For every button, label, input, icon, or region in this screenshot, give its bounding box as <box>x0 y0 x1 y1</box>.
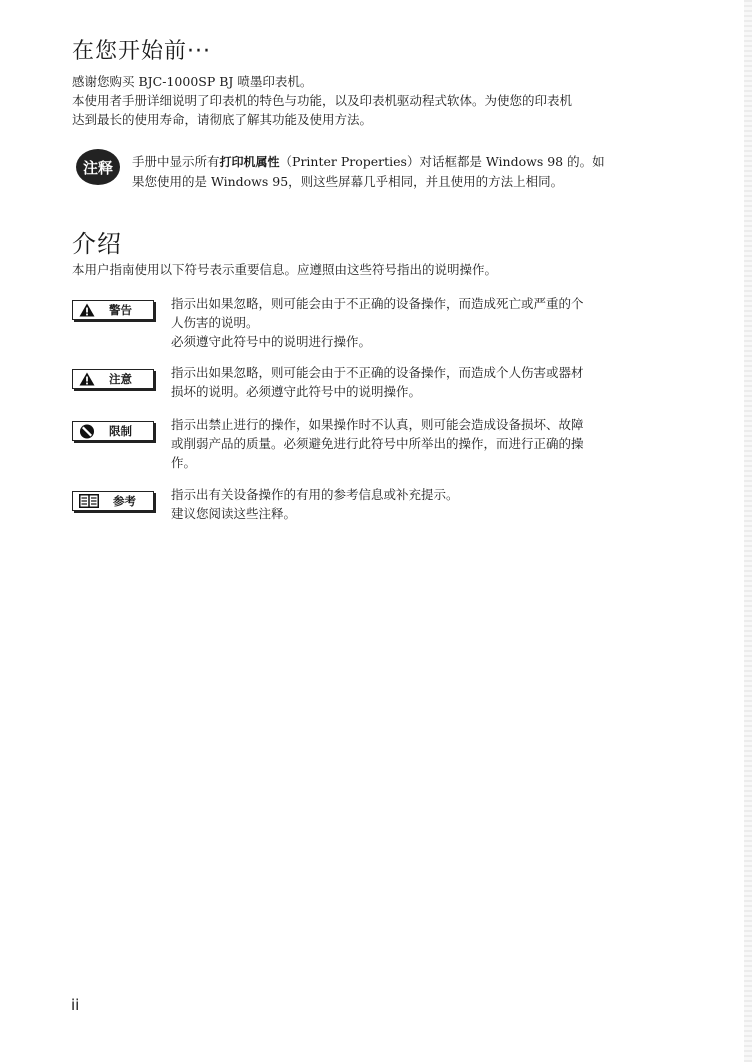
note-line-1 <box>132 152 605 172</box>
warning-label: 警告 <box>109 303 132 317</box>
warning-line-2: 人伤害的说明。 <box>171 315 259 330</box>
warning-triangle-icon <box>79 303 95 317</box>
intro-line-2: 本使用者手册详细说明了印表机的特色与功能，以及印表机驱动程式软体。为使您的印表机 <box>72 93 573 108</box>
reference-label: 参考 <box>113 494 136 508</box>
caution-label: 注意 <box>109 372 132 386</box>
note-text <box>132 152 605 191</box>
page-edge-shadow <box>744 0 752 1062</box>
note-line-1-pre: 手册中显示所有 <box>132 154 220 169</box>
caution-line-1: 指示出如果忽略，则可能会由于不正确的设备操作，而造成个人伤害或器材 <box>171 365 584 380</box>
note-badge-label: 注释 <box>82 158 113 177</box>
reference-line-2: 建议您阅读这些注释。 <box>171 506 297 521</box>
prohibited-icon <box>79 424 95 439</box>
caution-symbol <box>72 369 154 389</box>
note-line-1-bold: 打印机属性 <box>219 155 280 169</box>
heading-text: 介绍 <box>72 230 122 258</box>
restriction-label: 限制 <box>109 424 132 438</box>
intro-line-1: 感谢您购买 BJC-1000SP BJ 喷墨印表机。 <box>72 74 313 89</box>
reference-description <box>171 485 459 523</box>
intro-line-3: 达到最长的使用寿命，请彻底了解其功能及使用方法。 <box>72 112 373 127</box>
warning-symbol <box>72 300 154 320</box>
restriction-line-1: 指示出禁止进行的操作，如果操作时不认真，则可能会造成设备损坏、故障 <box>171 417 584 432</box>
note-line-2: 果您使用的是 Windows 95，则这些屏幕几乎相同，并且使用的方法上相同。 <box>132 174 564 189</box>
intro2-description: 本用户指南使用以下符号表示重要信息。应遵照由这些符号指出的说明操作。 <box>72 262 498 277</box>
restriction-line-2: 或削弱产品的质量。必须避免进行此符号中所举出的操作，而进行正确的操 <box>171 436 584 451</box>
restriction-description <box>171 415 584 472</box>
page-number: ii <box>71 996 80 1014</box>
note-line-1-post: （Printer Properties）对话框都是 Windows 98 的。如 <box>279 154 605 169</box>
book-icon <box>79 494 99 508</box>
caution-triangle-icon <box>79 372 95 386</box>
caution-line-2: 损坏的说明。必须遵守此符号中的说明操作。 <box>171 384 422 399</box>
warning-line-3: 必须遵守此符号中的说明进行操作。 <box>171 334 372 349</box>
restriction-line-3: 作。 <box>171 455 197 470</box>
reference-symbol <box>72 491 154 511</box>
heading-text: 在您开始前··· <box>72 39 211 64</box>
section-heading-introduction <box>72 224 122 259</box>
warning-line-1: 指示出如果忽略，则可能会由于不正确的设备操作，而造成死亡或严重的个 <box>171 296 584 311</box>
caution-description <box>171 363 584 401</box>
reference-line-1: 指示出有关设备操作的有用的参考信息或补充提示。 <box>171 487 459 502</box>
section-heading-before-you-begin <box>72 34 211 65</box>
note-badge-icon <box>76 149 120 185</box>
restriction-symbol <box>72 421 154 441</box>
warning-description <box>171 294 584 351</box>
